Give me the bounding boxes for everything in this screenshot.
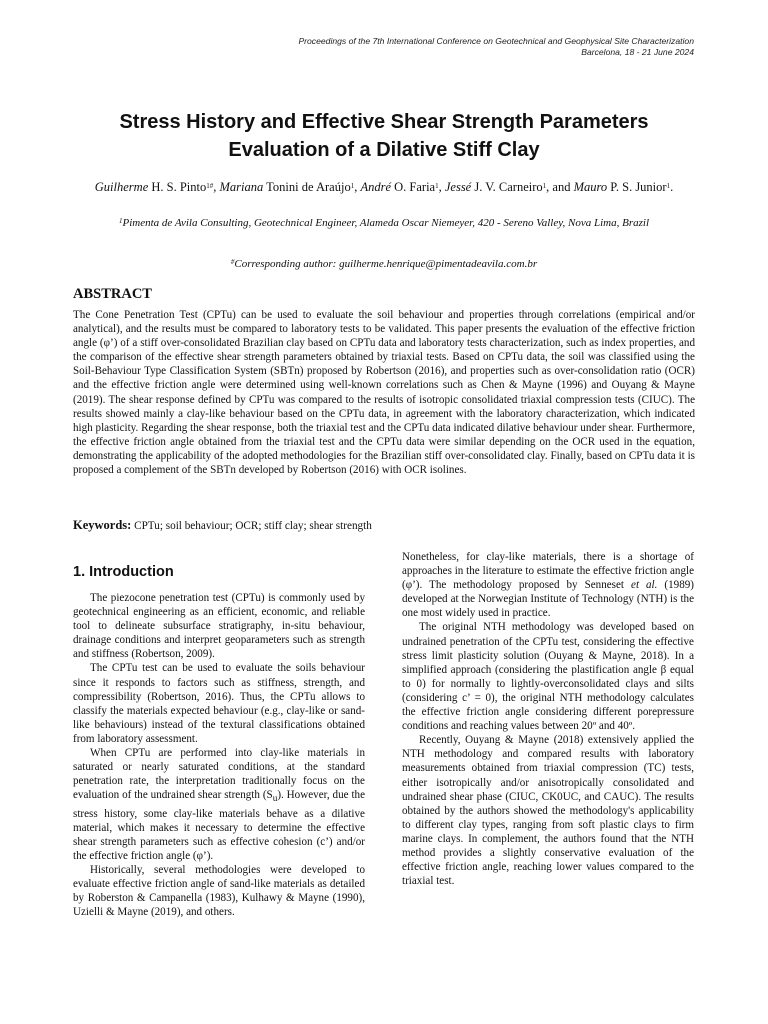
author-1-rest: H. S. Pinto <box>148 180 207 194</box>
author-3-rest: O. Faria <box>391 180 436 194</box>
affiliation <box>60 215 708 231</box>
su-subscript: u <box>272 794 278 805</box>
corresponding-author <box>60 257 708 271</box>
intro-paragraph-3 <box>73 746 365 863</box>
conference-header <box>94 36 694 58</box>
intro-paragraph-5b: (1989) developed at the Norwegian Institute of Technology (NTH) is the one most widely used in practice. <box>402 579 694 620</box>
intro-paragraph-3b: ). However, due the stress history, some clay-like materials behave as a dilative material, which makes it necessary to determine the effective shear strength parameters such as effective cohesion (c’) and/or the effective friction angle (φ’). <box>73 789 365 862</box>
keywords-label: Keywords: <box>73 518 132 532</box>
corresponding-sup: # <box>230 257 235 266</box>
intro-paragraph-1: The piezocone penetration test (CPTu) is commonly used by geotechnical engineering as an efficient, economic, and reliable tool to delineate subsurface stratigraphy, in-situ behaviour, drainage conditions and interpret geoparameters such as strength and stiffness (Robertson, 2009). <box>73 592 365 661</box>
author-sep: , <box>354 180 361 194</box>
abstract-heading: ABSTRACT <box>73 286 152 302</box>
conference-venue-date: Barcelona, 18 - 21 June 2024 <box>581 47 694 57</box>
intro-paragraph-4: Historically, several methodologies were developed to evaluate effective friction angle of sand-like materials as detailed by Roberston & Campanella (1983), Kulhawy & Mayne (1990), Uzielli & Mayne (2019), and others. <box>73 864 365 919</box>
author-sep: , <box>213 180 220 194</box>
author-4-first: Jessé <box>444 180 472 194</box>
keywords <box>73 518 372 533</box>
affiliation-text: Pimenta de Avila Consulting, Geotechnical Engineer, Alameda Oscar Niemeyer, 420 - Sereno Valley, Nova Lima, Brazil <box>122 217 649 229</box>
keywords-text: CPTu; soil behaviour; OCR; stiff clay; shear strength <box>131 520 372 532</box>
right-column <box>402 550 694 888</box>
author-5-sup: 1 <box>666 181 671 190</box>
author-4-rest: J. V. Carneiro <box>471 180 543 194</box>
title-line-1: Stress History and Effective Shear Strength Parameters <box>119 111 649 133</box>
intro-paragraph-3a: When CPTu are performed into clay-like materials in saturated or nearly saturated conditions, at the standard penetration rate, the interpretation traditionally focus on the evaluation of the undrained shear strength (S <box>73 747 365 802</box>
abstract-text: The Cone Penetration Test (CPTu) can be used to evaluate the soil behaviour and properties through correlations (empirical and/or analytical), and the results must be compared to laboratory tests to be validated. This paper presents the evaluation of the effective friction angle (φ’) of a stiff over-consolidated Brazilian clay based on CPTu data and laboratory tests characterization, such as index properties, and the comparison of the effective shear strength parameters obtained by triaxial tests. Based on CPTu data, the soil was classified using the Soil-Behaviour Type Classification System (SBTn) proposed by Robertson (2016), and properties such as over-consolidation ratio (OCR) and the effective friction angle were determined using well-known correlations such as Chen & Mayne (1996) and Ouyang & Mayne (2019). The shear response defined by CPTu was compared to the results of isotropic consolidated triaxial compression tests (CIUC). The results showed mainly a clay-like behaviour based on the CPTu data, in agreement with the laboratory characterization, which indicated high plasticity. Regarding the shear response, both the triaxial test and the CPTu data indicated dilative behaviour under shear. Furthermore, the effective friction angle obtained from the triaxial test and the CPTu data were similar depending on the OCR used in the equation, demonstrating the applicability of the adopted methodologies for the Brazilian stiff over-consolidated clay. Finally, based on CPTu data it is proposed a complement of the SBTn developed by Robertson (2016) with OCR isolines. <box>73 309 695 477</box>
author-5-rest: P. S. Junior <box>607 180 667 194</box>
author-sep: , <box>438 180 445 194</box>
author-sep: , and <box>546 180 574 194</box>
paper-title <box>60 108 708 164</box>
affiliation-sup: 1 <box>119 216 123 225</box>
conference-name: Proceedings of the 7th International Conference on Geotechnical and Geophysical Site Characterization <box>298 36 694 46</box>
author-2-first: Mariana <box>219 180 264 194</box>
section-heading-introduction: 1. Introduction <box>73 564 174 580</box>
intro-paragraph-6: The original NTH methodology was developed based on undrained penetration of the CPTu test, considering the effective stress limit plasticity solution (Ouyang & Mayne, 2018). In a simplified approach (considering the plastification angle β equal to 0) for normally to lightly-overconsolidated clays and silts (considering c’ = 0), the original NTH methodology calculates the effective friction angle considering different porepressure conditions and reaching values between 20º and 40º. <box>402 621 694 733</box>
title-line-2: Evaluation of a Dilative Stiff Clay <box>228 139 540 161</box>
author-1-first: Guilherme <box>94 180 149 194</box>
author-list-end: . <box>670 180 674 194</box>
intro-paragraph-7: Recently, Ouyang & Mayne (2018) extensively applied the NTH methodology and compared results with laboratory measurements obtained from triaxial compression (TC) tests, either isotropically and/or anisotropically consolidated and undrained shear phase (CIUC, CK0UC, and CAUC). The results obtained by the authors showed the methodology's applicability to different clay types, ranging from soft plastic clays to firm marine clays. In complement, the authors found that the NTH method provides a slightly conservative evaluation of the effective friction angle, reaching lower values compared to the triaxial test. <box>402 734 694 888</box>
left-column <box>73 550 365 919</box>
corresponding-text: Corresponding author: guilherme.henrique@pimentadeavila.com.br <box>234 258 538 270</box>
et-al: et al. <box>631 579 658 592</box>
author-2-rest: Tonini de Araújo <box>263 180 351 194</box>
author-2-sup: 1 <box>350 181 355 190</box>
author-4-sup: 1 <box>542 181 547 190</box>
intro-paragraph-5a: Nonetheless, for clay-like materials, there is a shortage of approaches in the literature to estimate the effective friction angle (φ’). The methodology proposed by Senneset <box>402 551 694 592</box>
author-3-first: André <box>360 180 392 194</box>
author-3-sup: 1 <box>435 181 439 190</box>
author-1-sup: 1# <box>206 181 214 190</box>
intro-paragraph-5 <box>402 550 694 620</box>
intro-paragraph-2: The CPTu test can be used to evaluate the soils behaviour since it responds to factors such as stiffness, strength, and compressibility (Robertson, 2016). Thus, the CPTu allows to classify the materials expected behaviour (e.g., clay-like or sand-like behaviours) instead of the textural classifications obtained from laboratory assessment. <box>73 662 365 745</box>
author-5-first: Mauro <box>573 180 608 194</box>
author-list <box>60 179 708 196</box>
